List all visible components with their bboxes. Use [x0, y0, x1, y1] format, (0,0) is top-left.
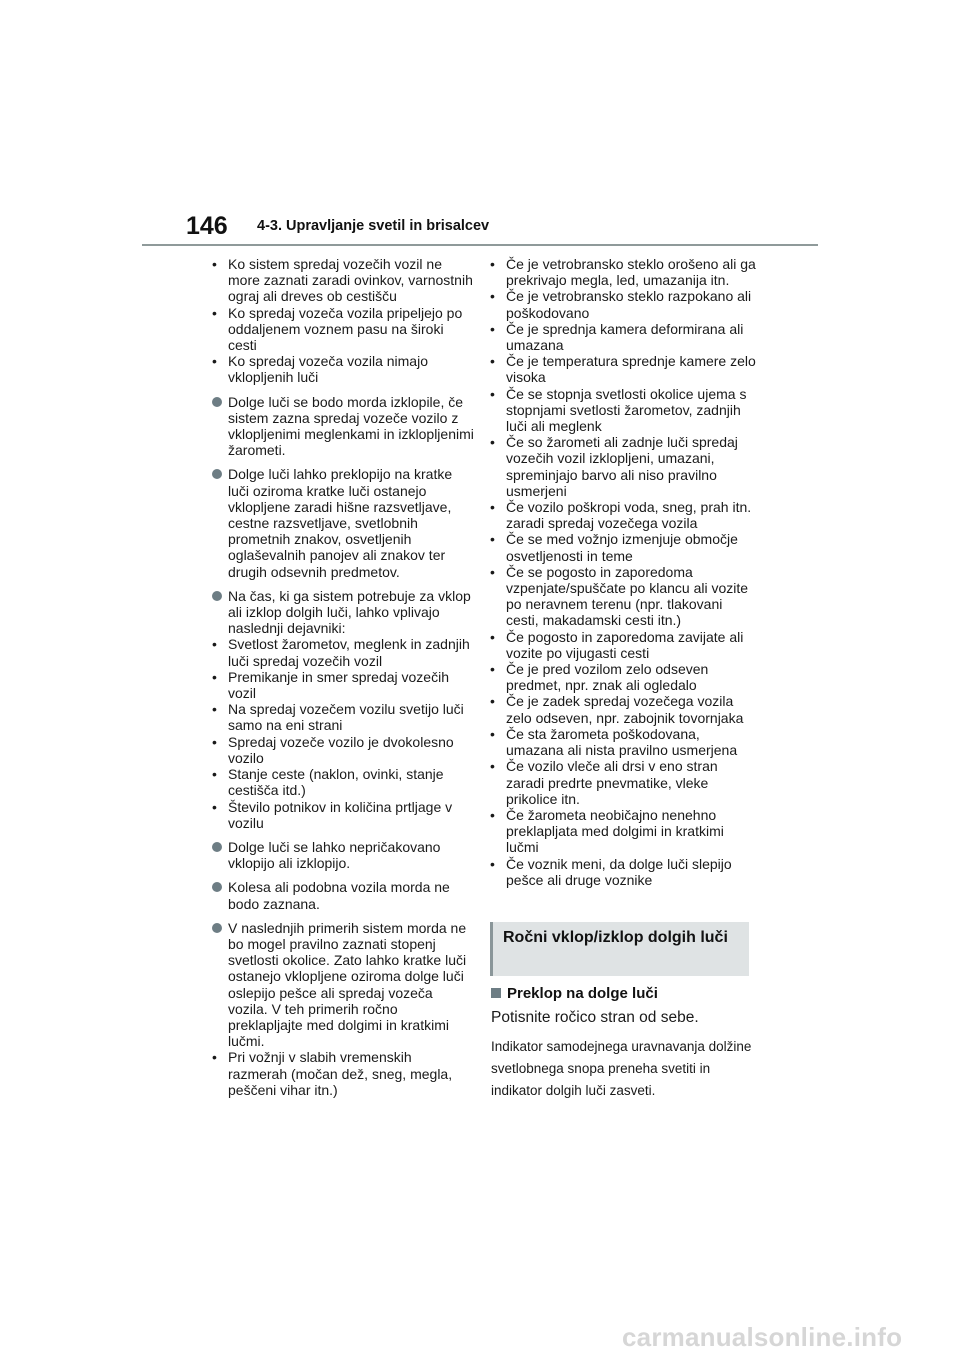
page-header — [142, 212, 818, 248]
circle-bullet-icon — [212, 882, 222, 892]
note-text: V naslednjih primerih sistem morda ne bo mogel pravilno zaznati stopenj svetlosti okolice. Zato lahko kratke luči ostanejo vklopljene oziroma dolge luči oslepijo pešce ali spredaj vozeča vozila. V teh primerih ročno preklapljajte med dolgimi in kratkimi lučmi. — [228, 919, 467, 1050]
circle-bullet-icon — [212, 397, 222, 407]
list-item: • Če je sprednja kamera deformirana ali umazana — [490, 321, 756, 353]
list-item: • Če se stopnja svetlosti okolice ujema s stopnjami svetlosti žarometov, zadnjih luči ali meglenk — [490, 386, 756, 435]
factor-bullet-list — [212, 636, 474, 830]
note-item — [212, 920, 474, 1098]
condition-bullet-list — [212, 1049, 474, 1098]
list-item: • Če je zadek spredaj vozečega vozila zelo odseven, npr. zabojnik tovornjaka — [490, 693, 756, 725]
note-item — [212, 588, 474, 831]
list-item: • Svetlost žarometov, meglenk in zadnjih luči spredaj vozečih vozil — [212, 636, 474, 668]
circle-bullet-icon — [212, 469, 222, 479]
list-item: • Če se pogosto in zaporedoma vzpenjate/spuščate po klancu ali vozite po neravnem terenu (npr. tlakovani cesti, makadamski cesti itn.) — [490, 564, 756, 629]
note-item — [212, 839, 474, 871]
list-item: • Pri vožnji v slabih vremenskih razmerah (močan dež, sneg, megla, peščeni vihar itn.) — [212, 1049, 474, 1098]
left-column — [212, 256, 474, 1098]
result-text: Indikator samodejnega uravnavanja dolžine svetlobnega snopa preneha svetiti in indikator dolgih luči zasveti. — [491, 1039, 752, 1098]
note-item — [212, 394, 474, 459]
list-item: • Če vozilo poškropi voda, sneg, prah itn. zaradi spredaj vozečega vozila — [490, 499, 756, 531]
section-heading: Ročni vklop/izklop dolgih luči — [490, 922, 749, 976]
list-item: • Na spredaj vozečem vozilu svetijo luči samo na eni strani — [212, 701, 474, 733]
header-divider — [142, 244, 818, 246]
circle-bullet-icon — [212, 923, 222, 933]
note-item — [212, 879, 474, 911]
list-item: • Ko spredaj vozeča vozila pripeljejo po oddaljenem voznem pasu na široki cesti — [212, 305, 474, 354]
intro-bullet-list — [212, 256, 474, 386]
list-item: • Spredaj vozeče vozilo je dvokolesno vozilo — [212, 734, 474, 766]
condition-bullet-list — [490, 256, 756, 888]
list-item: • Če je vetrobransko steklo razpokano ali poškodovano — [490, 288, 756, 320]
circle-bullet-icon — [212, 591, 222, 601]
instruction-text: Potisnite ročico stran od sebe. — [491, 1009, 699, 1026]
note-text: Dolge luči lahko preklopijo na kratke luči oziroma kratke luči ostanejo vklopljene zaradi hišne razsvetljave, cestne razsvetljave, svetlobnih prometnih znakov, osvetljenih oglaševalnih panojev ali znakov ter drugih odsevnih predmetov. — [228, 466, 453, 580]
note-text: Kolesa ali podobna vozila morda ne bodo zaznana. — [228, 879, 450, 912]
list-item: • Če so žarometi ali zadnje luči spredaj vozečih vozil izklopljeni, umazani, spreminjajo barvo ali niso pravilno usmerjeni — [490, 434, 756, 499]
list-item: • Če voznik meni, da dolge luči slepijo pešce ali druge voznike — [490, 856, 756, 888]
list-item: • Če žarometa neobičajno nenehno preklapljata med dolgimi in kratkimi lučmi — [490, 807, 756, 856]
sub-heading-label: Preklop na dolge luči — [507, 985, 658, 1002]
note-item — [212, 466, 474, 579]
list-item: • Ko sistem spredaj vozečih vozil ne more zaznati zaradi ovinkov, varnostnih ograj ali dreves ob cestišču — [212, 256, 474, 305]
list-item: • Če je vetrobransko steklo orošeno ali ga prekrivajo megla, led, umazanija itn. — [490, 256, 756, 288]
list-item: • Če sta žarometa poškodovana, umazana ali nista pravilno usmerjena — [490, 726, 756, 758]
list-item: • Če se med vožnjo izmenjuje območje osvetljenosti in teme — [490, 531, 756, 563]
list-item: • Število potnikov in količina prtljage v vozilu — [212, 799, 474, 831]
section-title: 4-3. Upravljanje svetil in brisalcev — [257, 218, 490, 234]
list-item: • Premikanje in smer spredaj vozečih vozil — [212, 669, 474, 701]
circle-bullet-icon — [212, 842, 222, 852]
sub-heading — [491, 985, 658, 1002]
note-text: Dolge luči se lahko nepričakovano vklopijo ali izklopijo. — [228, 838, 441, 872]
list-item: • Ko spredaj vozeča vozila nimajo vklopljenih luči — [212, 353, 474, 385]
watermark: carmanualsonline.info — [622, 1322, 903, 1352]
list-item: • Če je temperatura sprednje kamere zelo visoka — [490, 353, 756, 385]
page-number: 146 — [186, 212, 228, 240]
list-item: • Če pogosto in zaporedoma zavijate ali vozite po vijugasti cesti — [490, 629, 756, 661]
square-bullet-icon — [491, 988, 501, 998]
list-item: • Če vozilo vleče ali drsi v eno stran zaradi predrte pnevmatike, vleke prikolice itn. — [490, 758, 756, 807]
list-item: • Če je pred vozilom zelo odseven predmet, npr. znak ali ogledalo — [490, 661, 756, 693]
note-text: Na čas, ki ga sistem potrebuje za vklop ali izklop dolgih luči, lahko vplivajo naslednji dejavniki: — [228, 587, 471, 637]
note-text: Dolge luči se bodo morda izklopile, če sistem zazna spredaj vozeče vozilo z vklopljenimi meglenkami in izklopljenimi žarometi. — [228, 393, 474, 459]
list-item: • Stanje ceste (naklon, ovinki, stanje cestišča itd.) — [212, 766, 474, 798]
right-column — [490, 256, 756, 888]
